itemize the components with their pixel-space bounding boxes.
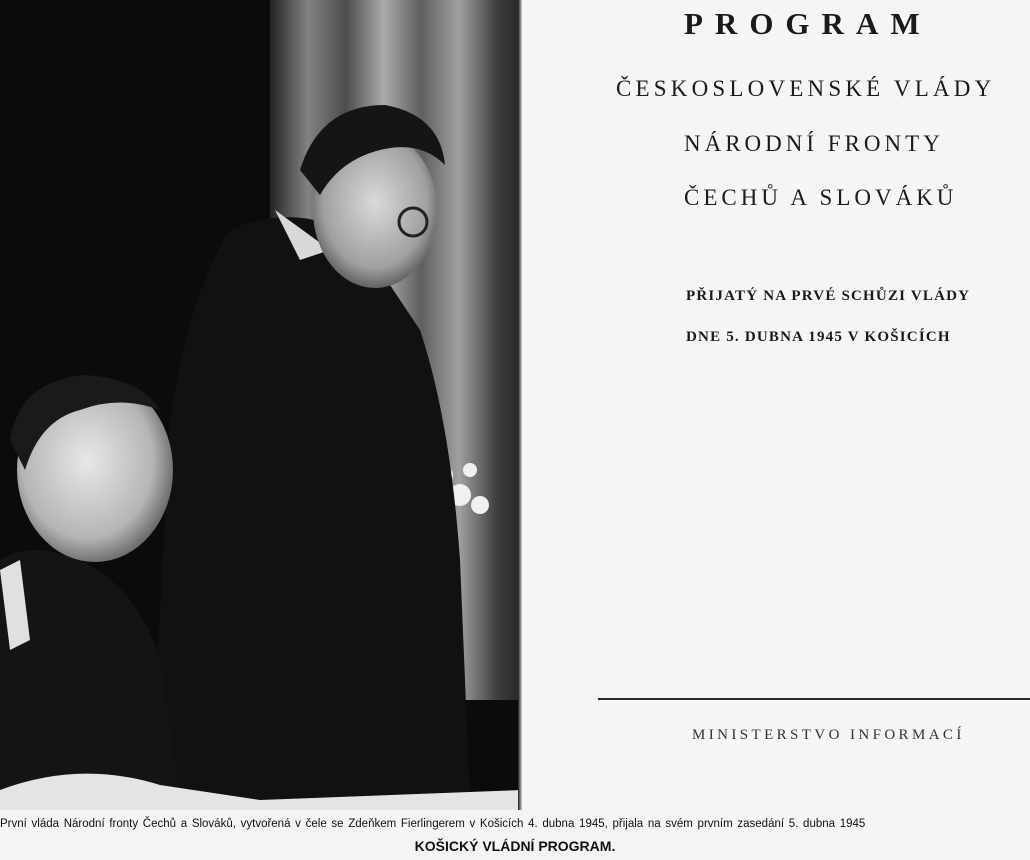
subtitle-adopted: PŘIJATÝ NA PRVÉ SCHŮZI VLÁDY [686,288,971,304]
title-line-government: ČESKOSLOVENSKÉ VLÁDY [616,76,996,101]
title-line-czechs-slovaks: ČECHŮ A SLOVÁKŮ [684,185,958,210]
caption-title: KOŠICKÝ VLÁDNÍ PROGRAM. [414,838,616,854]
divider-rule [598,698,1030,700]
historical-photo [0,0,522,810]
photo-illustration-icon [0,0,522,810]
photo-caption: První vláda Národní fronty Čechů a Slováků, vytvořená v čele se Zdeňkem Fierlingerem v Košicích 4. dubna 1945, přijala na svém prvním zasedání 5. dubna 1945 [0,818,866,830]
program-title-page [522,0,1030,810]
title-line-national-front: NÁRODNÍ FRONTY [684,131,944,156]
subtitle-date: DNE 5. DUBNA 1945 V KOŠICÍCH [686,329,951,345]
page-title: PROGRAM [684,6,932,41]
publisher-name: MINISTERSTVO INFORMACÍ [692,727,965,743]
